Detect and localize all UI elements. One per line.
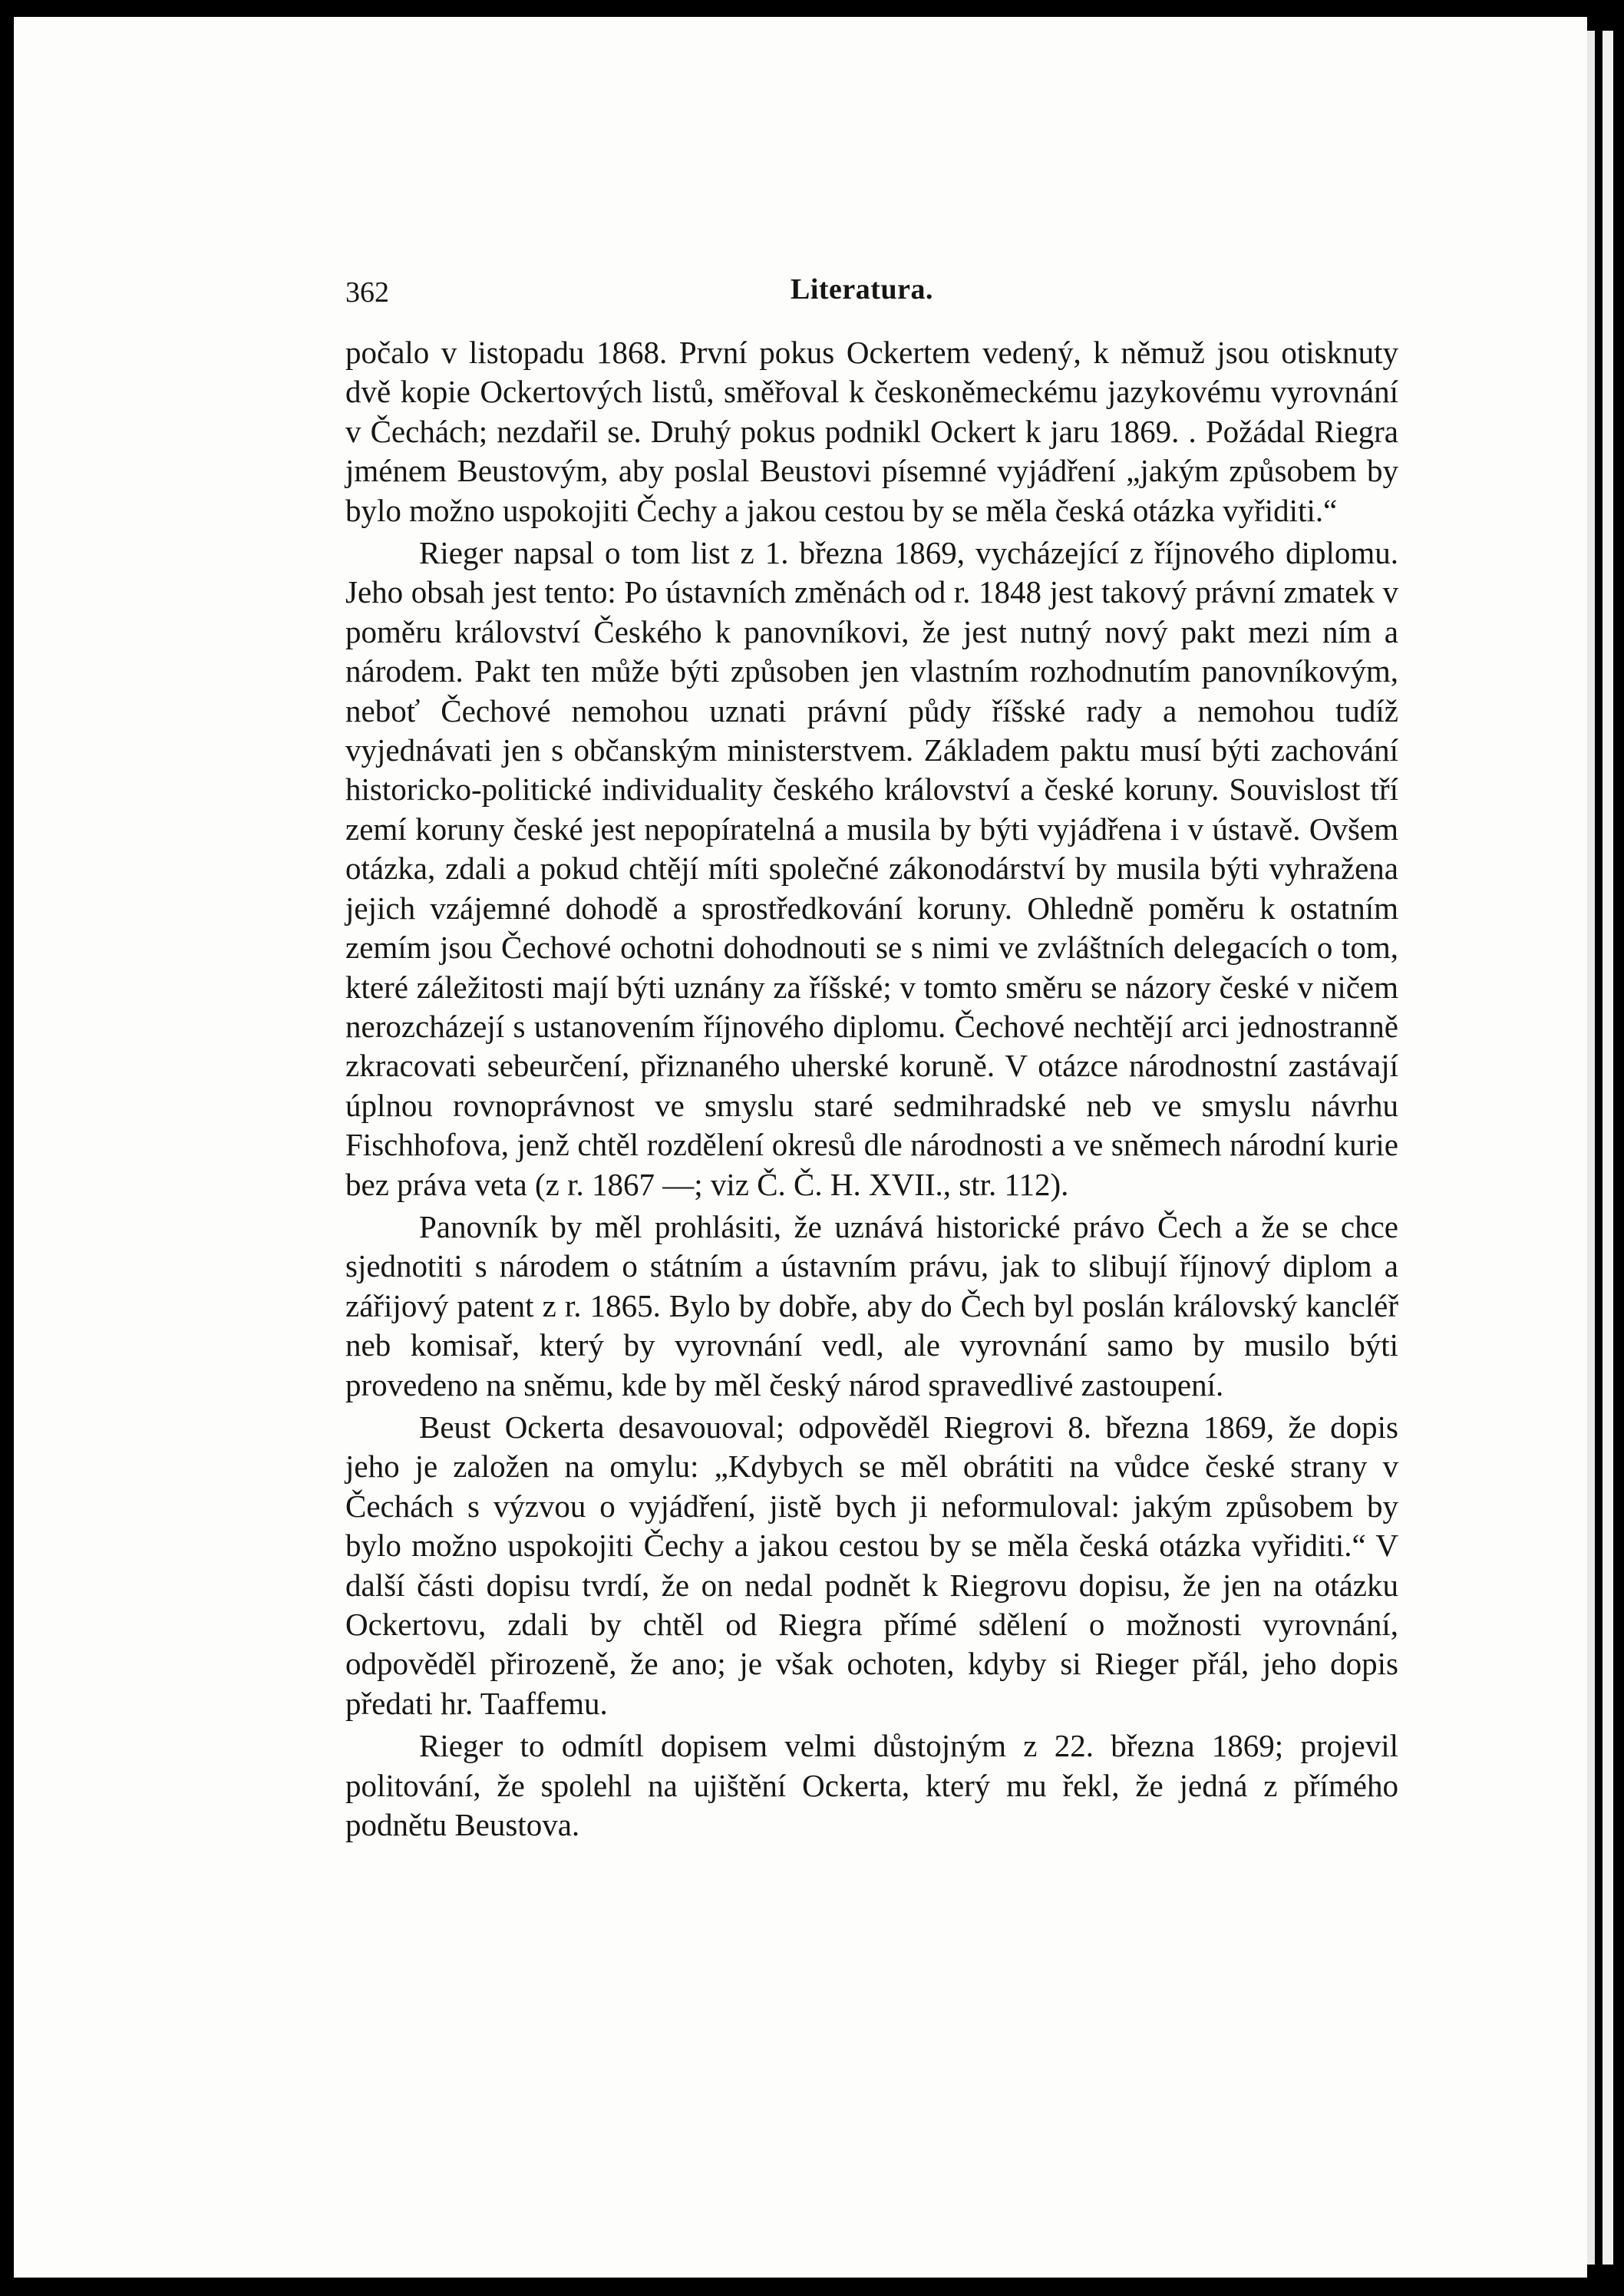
page-header	[345, 266, 1398, 333]
paragraph-5: Rieger to odmítl dopisem velmi důstojným z 22. března 1869; projevil politování, že spolehl na ujištění Ockerta, který mu řekl, že jedná z přímého podnětu Beustova.	[345, 1728, 1398, 1843]
paragraph-4: Beust Ockerta desavouoval; odpověděl Riegrovi 8. března 1869, že dopis jeho je založen na omylu: „Kdybych se měl obrátiti na vůdce české strany v Čechách s výzvou o vyjádření, jistě bych ji neformuloval: jakým způsobem by bylo možno uspokojiti Čechy a jakou cestou by se měla česká otázka vyřiditi.“ V další části dopisu tvrdí, že on nedal podnět k Riegrovu dopisu, že jen na otázku Ockertovu, zdali by chtěl od Riegra přímé sdělení o možnosti vyrovnání, odpověděl přirozeně, že ano; je však ochoten, kdyby si Rieger přál, jeho dopis předati hr. Taaffemu.	[345, 1409, 1398, 1721]
page-number: 362	[345, 276, 389, 309]
text-block	[345, 266, 1398, 1845]
paragraph-1: počalo v listopadu 1868. První pokus Ockertem vedený, k němuž jsou otisknuty dvě kopie Ockertových listů, směřoval k českoněmeckému jazykovému vyrovnání v Čechách; nezdařil se. Druhý pokus podnikl Ockert k jaru 1869. . Požádal Riegra jménem Beustovým, aby poslal Beustovi písemné vyjádření „jakým způsobem by bylo možno uspokojiti Čechy a jakou cestou by se měla česká otázka vyřiditi.“	[345, 335, 1398, 528]
paragraph-3: Panovník by měl prohlásiti, že uznává historické právo Čech a že se chce sjednotiti s národem o státním a ústavním právu, jak to slibují říjnový diplom a zářijový patent z r. 1865. Bylo by dobře, aby do Čech byl poslán královský kancléř neb komisař, který by vyrovnání vedl, ale vyrovnání samo by musilo býti provedeno na sněmu, kde by měl český národ spravedlivé zastoupení.	[345, 1208, 1398, 1402]
page-edge-strip	[1603, 31, 1613, 2265]
page-edge-shadow	[1587, 31, 1595, 2265]
running-title: Literatura.	[791, 273, 933, 306]
paragraph-2: Rieger napsal o tom list z 1. března 1869, vycházející z říjnového diplomu. Jeho obsah jest tento: Po ústavních změnách od r. 1848 jest takový právní zmatek v poměru království Českého k panovníkovi, že jest nutný nový pakt mezi ním a národem. Pakt ten může býti způsoben jen vlastním rozhodnutím panovníkovým, neboť Čechové nemohou uznati právní půdy říšské rady a nemohou tudíž vyjednávati jen s občanským ministerstvem. Základem paktu musí býti zachování historicko-politické individuality českého království a české koruny. Souvislost tří zemí koruny české jest nepopíratelná a musila by býti vyjádřena i v ústavě. Ovšem otázka, zdali a pokud chtějí míti společné zákonodárství by musila býti vyhražena jejich vzájemné dohodě a sprostředkování koruny. Ohledně poměru k ostatním zemím jsou Čechové ochotni dohodnouti se s nimi ve zvláštních delegacích o tom, které záležitosti mají býti uznány za říšské; v tomto směru se názory české v ničem nerozcházejí s ustanovením říjnového diplomu. Čechové nechtějí arci jednostranně zkracovati sebeurčení, přiznaného uherské koruně. V otázce národnostní zastávají úplnou rovnoprávnost ve smyslu staré sedmihradské neb ve smyslu návrhu Fischhofova, jenž chtěl rozdělení okresů dle národnosti a ve sněmech národní kurie bez práva veta (z r. 1867 —; viz Č. Č. H. XVII., str. 112).	[345, 535, 1398, 1202]
